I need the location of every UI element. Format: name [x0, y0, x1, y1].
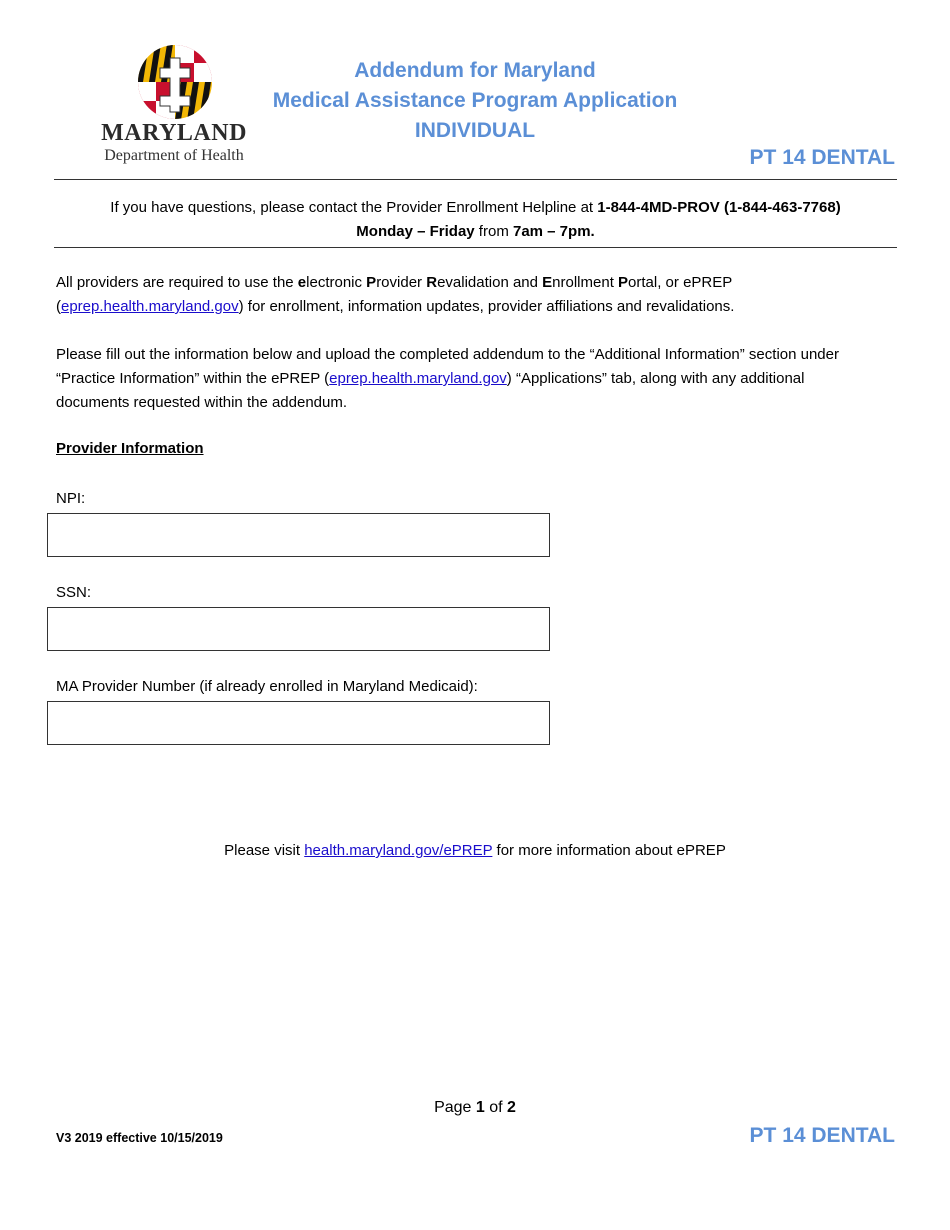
health-eprep-link[interactable]: health.maryland.gov/ePREP [304, 842, 493, 859]
helpline-line-2 [54, 220, 897, 244]
intro-text: All providers are required to use the [56, 274, 298, 291]
intro-text: evalidation and [437, 274, 543, 291]
ma-provider-number-field[interactable] [47, 701, 550, 745]
form-code-header: PT 14 DENTAL [749, 146, 895, 169]
ma-provider-number-label: MA Provider Number (if already enrolled in Maryland Medicaid): [56, 678, 478, 695]
helpline-hours: 7am – 7pm. [512, 223, 595, 240]
visit-notice [0, 842, 950, 859]
current-page: 1 [475, 1099, 485, 1116]
helpline-notice [54, 196, 897, 244]
total-pages: 2 [507, 1099, 516, 1116]
ssn-label: SSN: [56, 584, 92, 601]
acronym-letter: E [542, 274, 553, 291]
form-code-footer: PT 14 DENTAL [749, 1124, 895, 1147]
intro-paragraph-2 [56, 343, 876, 415]
acronym-letter: R [426, 274, 438, 291]
title-line-3: INDIVIDUAL [414, 119, 536, 142]
helpline-from: from [474, 223, 513, 240]
acronym-letter: P [618, 274, 629, 291]
visit-prefix: Please visit [224, 842, 305, 859]
header-divider [54, 179, 897, 180]
logo-department: Department of Health [104, 147, 244, 164]
acronym-letter: e [297, 274, 307, 291]
document-title [250, 56, 700, 146]
ssn-field[interactable] [47, 607, 550, 651]
npi-field[interactable] [47, 513, 550, 557]
of-word: of [484, 1099, 508, 1116]
helpline-line-1 [54, 196, 897, 220]
intro-text: ) “Applications” tab, along with any additional documents requested within the addendum. [56, 370, 805, 411]
intro-paragraph-1 [56, 271, 876, 319]
provider-information-heading: Provider Information [56, 440, 204, 457]
intro-text: rovider [376, 274, 427, 291]
intro-text: lectronic [306, 274, 367, 291]
intro-text: nrollment [552, 274, 619, 291]
helpline-days: Monday – Friday [356, 223, 475, 240]
page-word: Page [434, 1099, 476, 1116]
intro-text: Please fill out the information below and upload the completed addendum to the “Additional Information” section under “Practice Information” within the ePREP ( [56, 346, 839, 387]
version-note: V3 2019 effective 10/15/2019 [56, 1131, 223, 1145]
page-number [0, 1099, 950, 1117]
npi-label: NPI: [56, 490, 86, 507]
acronym-letter: P [366, 274, 377, 291]
helpline-prefix: If you have questions, please contact the Provider Enrollment Helpline at [110, 199, 598, 216]
logo-wordmark: MARYLAND [101, 120, 247, 146]
intro-text: ) for enrollment, information updates, provider affiliations and revalidations. [238, 298, 735, 315]
title-line-1: Addendum for Maryland [354, 59, 596, 82]
eprep-link-2[interactable]: eprep.health.maryland.gov [329, 370, 507, 387]
intro-text: ortal, or ePREP [628, 274, 733, 291]
eprep-link[interactable]: eprep.health.maryland.gov [61, 298, 239, 315]
visit-suffix: for more information about ePREP [492, 842, 726, 859]
helpline-phone: 1-844-4MD-PROV (1-844-463-7768) [597, 199, 841, 216]
maryland-flag-seal-icon [137, 44, 213, 120]
maryland-department-of-health-logo [88, 44, 268, 170]
intro-text: ( [56, 298, 61, 315]
helpline-divider [54, 247, 897, 248]
title-line-2: Medical Assistance Program Application [272, 89, 678, 112]
